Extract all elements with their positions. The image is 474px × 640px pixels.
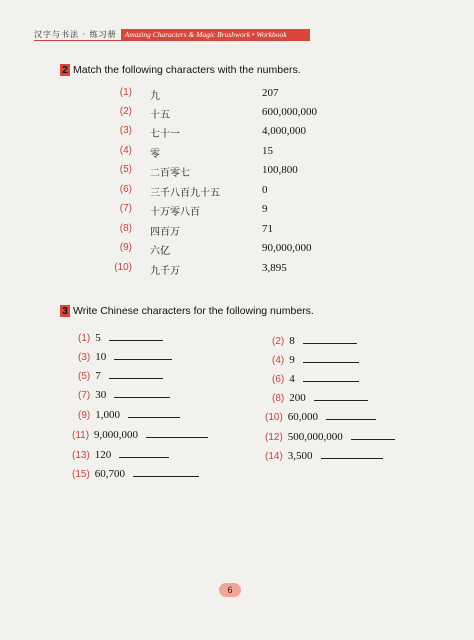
match-chinese: 九千万 [150, 266, 180, 277]
answer-blank[interactable] [303, 334, 357, 344]
write-item [72, 425, 208, 439]
header-chinese-title: 汉字与书法 · 练习册 [34, 29, 117, 39]
match-chinese: 六亿 [150, 246, 170, 257]
write-label: (12) [265, 432, 283, 443]
write-label: (7) [78, 390, 91, 401]
match-row [68, 184, 368, 198]
page-header [34, 28, 310, 40]
write-label: (4) [272, 355, 285, 366]
write-item [72, 464, 199, 478]
match-row [68, 164, 368, 178]
write-item [78, 347, 172, 361]
match-label: (8) [119, 223, 132, 234]
match-chinese: 三千八百九十五 [150, 188, 220, 199]
match-row [68, 262, 368, 276]
write-number: 8 [289, 335, 295, 347]
answer-blank[interactable] [109, 369, 163, 379]
match-label: (5) [119, 164, 132, 175]
match-number: 0 [262, 184, 268, 196]
match-chinese: 七十一 [150, 129, 180, 140]
write-item [78, 328, 163, 342]
write-number: 3,500 [287, 450, 313, 462]
write-number: 200 [289, 392, 306, 404]
match-number: 15 [262, 145, 273, 157]
answer-blank[interactable] [146, 428, 208, 438]
match-number: 207 [262, 87, 279, 99]
answer-blank[interactable] [303, 372, 359, 382]
match-number: 3,895 [262, 262, 287, 274]
write-label: (2) [272, 336, 285, 347]
write-item [272, 350, 359, 364]
write-item [78, 366, 163, 380]
answer-blank[interactable] [114, 350, 172, 360]
match-number: 9 [262, 203, 268, 215]
write-number: 9 [289, 354, 295, 366]
write-item [265, 427, 395, 441]
match-label: (10) [114, 262, 132, 273]
write-label: (10) [265, 412, 283, 423]
match-number: 600,000,000 [262, 106, 317, 118]
write-label: (1) [78, 333, 91, 344]
write-item [265, 407, 376, 421]
answer-blank[interactable] [119, 448, 169, 458]
write-number: 10 [95, 351, 107, 363]
match-label: (7) [119, 203, 132, 214]
answer-blank[interactable] [326, 410, 376, 420]
match-label: (1) [119, 87, 132, 98]
write-label: (5) [78, 371, 91, 382]
write-label: (6) [272, 374, 285, 385]
match-chinese: 零 [150, 149, 160, 160]
write-number: 4 [289, 373, 295, 385]
match-label: (6) [119, 184, 132, 195]
match-row [68, 242, 368, 256]
write-number: 120 [94, 449, 112, 461]
write-label: (8) [272, 393, 285, 404]
write-number: 7 [95, 370, 101, 382]
match-label: (2) [119, 106, 132, 117]
answer-blank[interactable] [114, 388, 170, 398]
answer-blank[interactable] [314, 391, 368, 401]
write-number: 9,000,000 [94, 429, 139, 441]
write-label: (9) [78, 410, 91, 421]
match-number: 100,800 [262, 164, 298, 176]
write-label: (3) [78, 352, 91, 363]
write-number: 60,000 [287, 411, 319, 423]
answer-blank[interactable] [128, 408, 180, 418]
match-chinese: 十万零八百 [150, 207, 200, 218]
section-3-instruction: Write Chinese characters for the following numbers. [73, 305, 314, 317]
match-row [68, 223, 368, 237]
section-2-heading [60, 64, 301, 76]
header-rule [34, 40, 310, 41]
match-chinese: 四百万 [150, 227, 180, 238]
match-row [68, 125, 368, 139]
header-banner: Amazing Characters & Magic Brushwork • Workbook [121, 29, 310, 40]
answer-blank[interactable] [351, 430, 395, 440]
write-label: (11) [72, 430, 90, 441]
match-number: 90,000,000 [262, 242, 312, 254]
answer-blank[interactable] [133, 467, 199, 477]
write-item [72, 445, 169, 459]
match-chinese: 十五 [150, 110, 170, 121]
write-number: 500,000,000 [287, 431, 343, 443]
match-label: (9) [119, 242, 132, 253]
write-number: 60,700 [94, 468, 126, 480]
match-row [68, 106, 368, 120]
match-number: 4,000,000 [262, 125, 306, 137]
write-label: (14) [265, 451, 283, 462]
match-chinese: 二百零七 [150, 168, 190, 179]
answer-blank[interactable] [303, 353, 359, 363]
match-row [68, 145, 368, 159]
section-2-number: 2 [60, 64, 70, 76]
write-item [272, 388, 368, 402]
section-2-instruction: Match the following characters with the numbers. [73, 64, 301, 76]
write-number: 1,000 [95, 409, 120, 421]
page-number: 6 [219, 583, 241, 597]
section-3-heading [60, 305, 314, 317]
match-chinese: 九 [150, 91, 160, 102]
answer-blank[interactable] [321, 449, 383, 459]
write-number: 5 [95, 332, 101, 344]
match-row [68, 203, 368, 217]
match-label: (3) [119, 125, 132, 136]
write-number: 30 [95, 389, 107, 401]
write-item [78, 405, 180, 419]
section-3-number: 3 [60, 305, 70, 317]
write-item [272, 369, 359, 383]
answer-blank[interactable] [109, 331, 163, 341]
write-label: (15) [72, 469, 90, 480]
write-label: (13) [72, 450, 90, 461]
write-item [272, 331, 357, 345]
match-number: 71 [262, 223, 273, 235]
match-row [68, 87, 368, 101]
write-item [265, 446, 383, 460]
match-label: (4) [119, 145, 132, 156]
write-item [78, 385, 170, 399]
